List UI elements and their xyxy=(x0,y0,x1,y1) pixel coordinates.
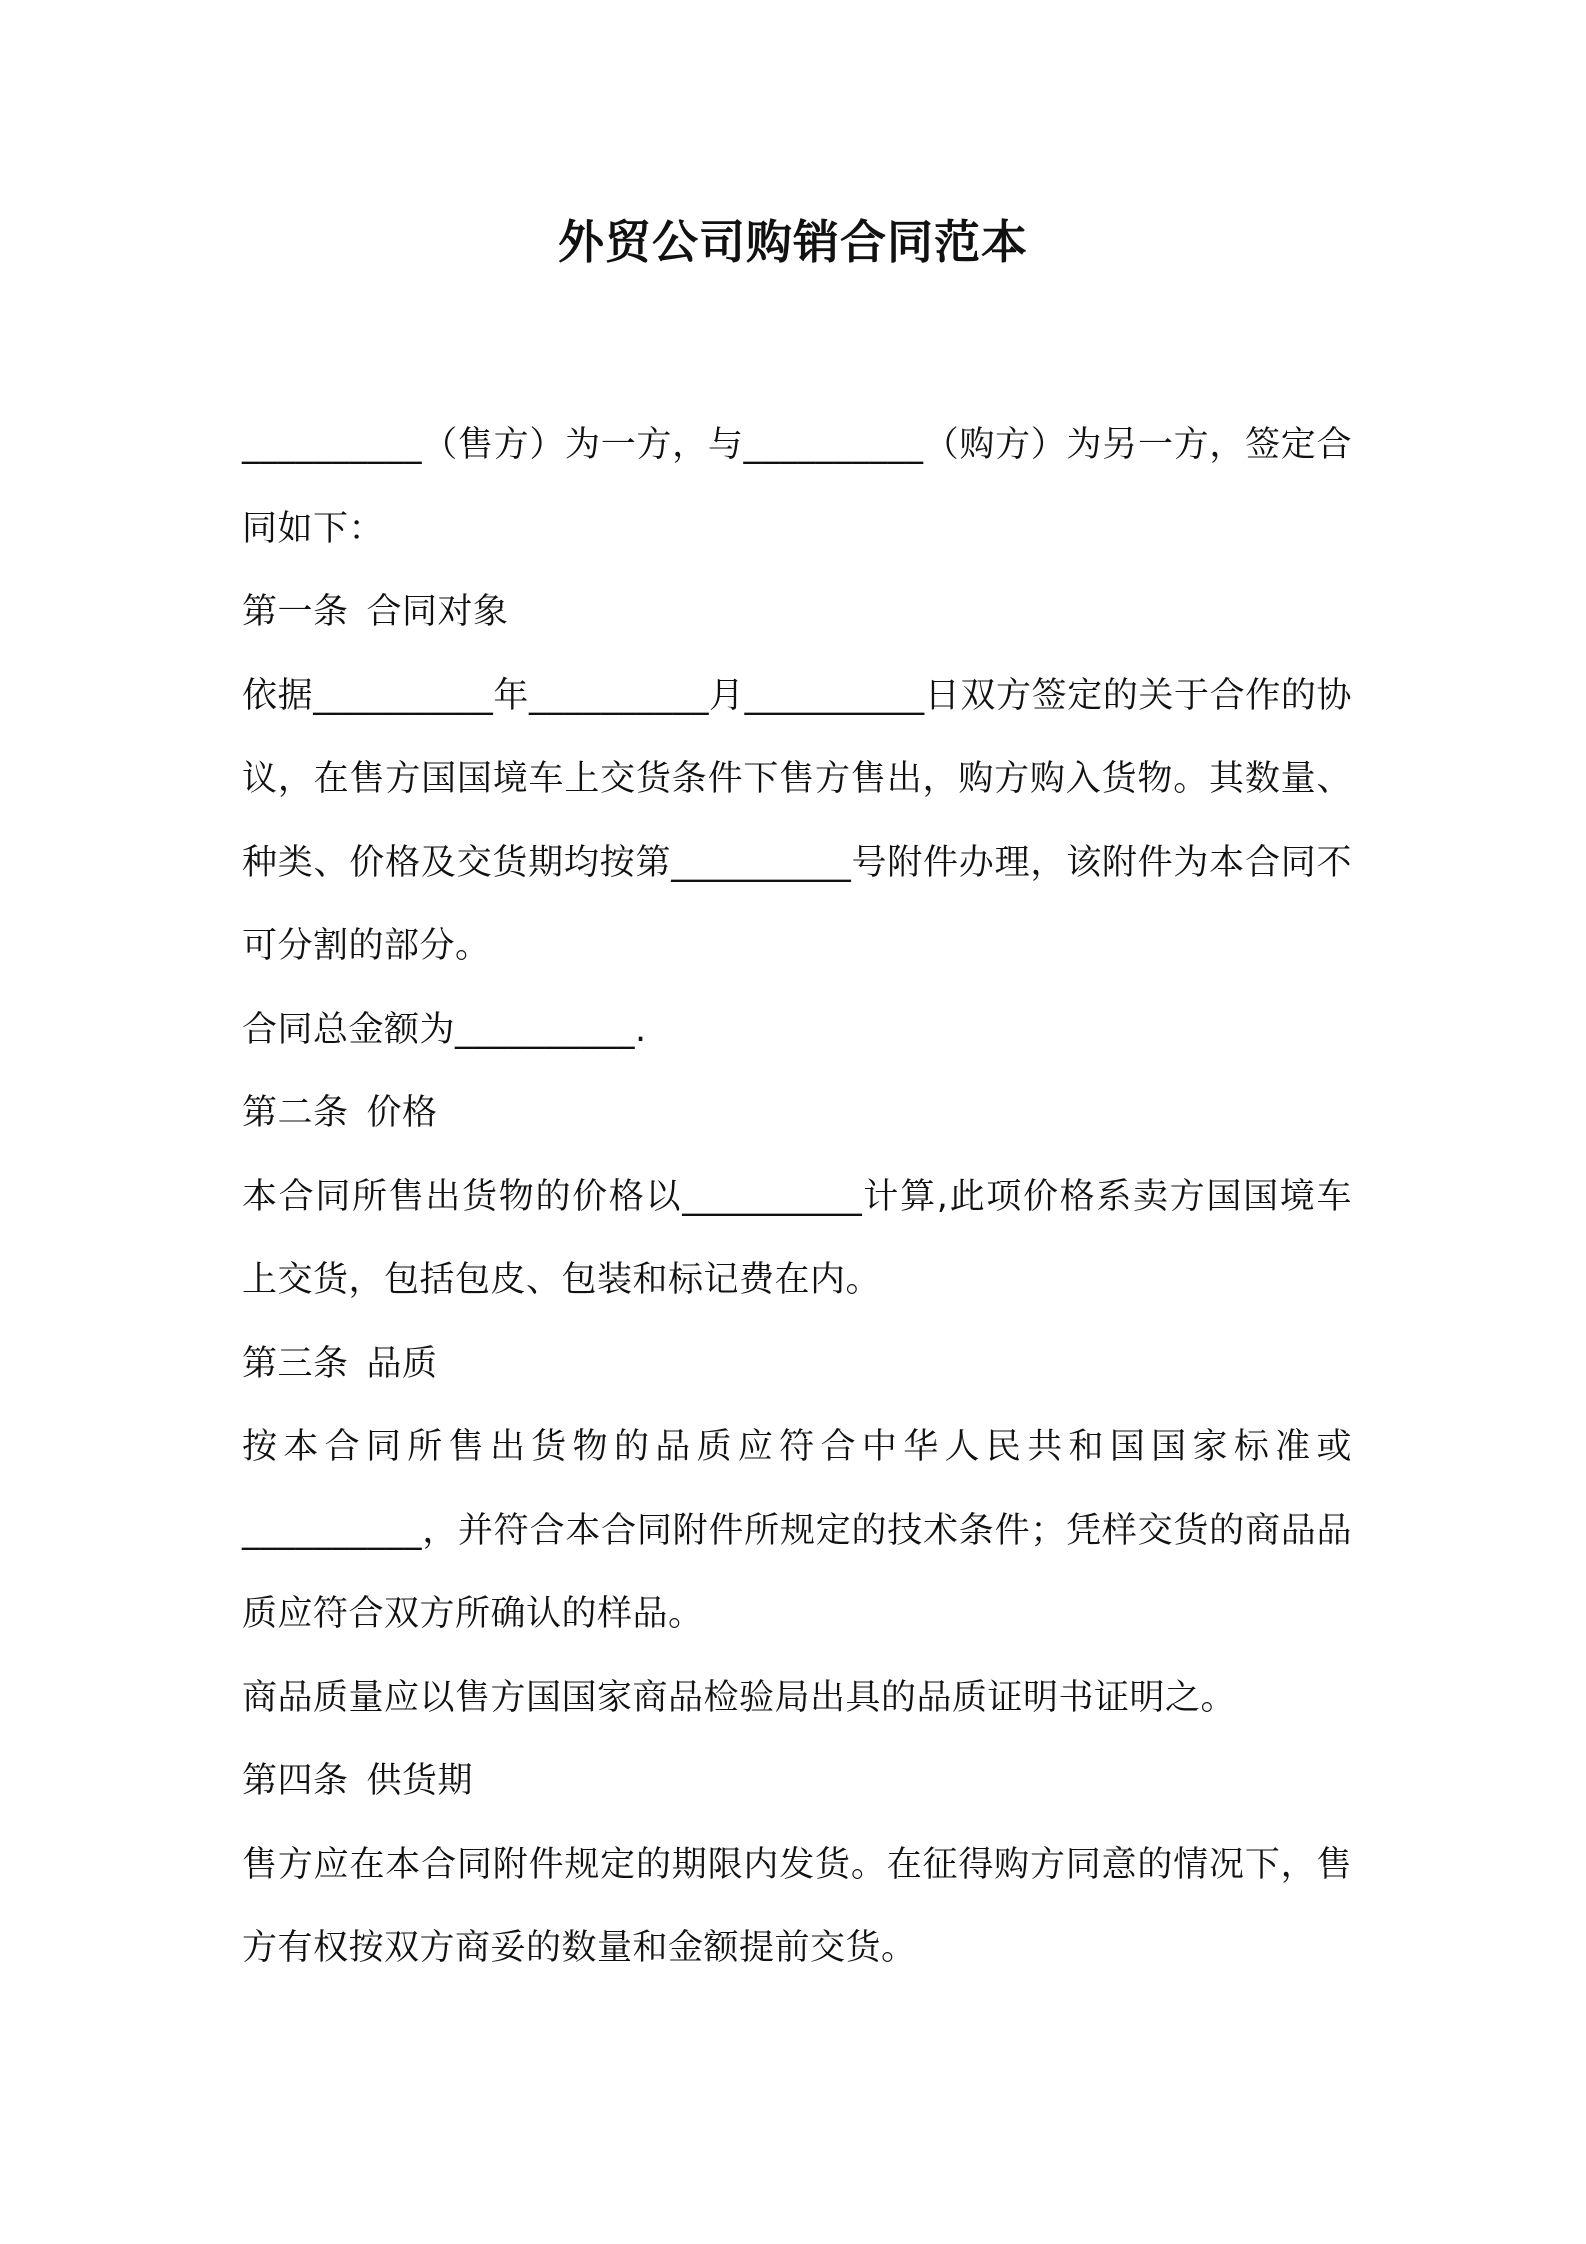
paragraph-price: 本合同所售出货物的价格以__________计算,此项价格系卖方国国境车上交货，包括包皮、包装和标记费在内。 xyxy=(242,1176,1352,1300)
article-heading-3 xyxy=(242,1323,1352,1407)
article-heading-4 xyxy=(242,1740,1352,1824)
document-title: 外贸公司购销合同范本 xyxy=(558,215,1028,269)
paragraph-quality-certificate: 商品质量应以售方国国家商品检验局出具的品质证明书证明之。 xyxy=(242,1677,1237,1718)
paragraph-contract-object: 依据__________年__________月__________日双方签定的关于合作的协议，在售方国国境车上交货条件下售方售出，购方购入货物。其数量、种类、价格及交货期均按第__________号附件办理，该附件为本合同不可分割的部分。 xyxy=(242,675,1352,966)
article-name: 品质 xyxy=(366,1343,438,1384)
article-number: 第二条 xyxy=(242,1093,349,1133)
article-name: 供货期 xyxy=(366,1761,474,1801)
paragraph-delivery-period: 售方应在本合同附件规定的期限内发货。在征得购方同意的情况下，售方有权按双方商妥的数量和金额提前交货。 xyxy=(242,1844,1352,1968)
article-number: 第三条 xyxy=(242,1343,349,1384)
article-heading-2 xyxy=(242,1072,1352,1156)
paragraph-total-amount: 合同总金额为__________. xyxy=(242,1009,647,1050)
article-number: 第一条 xyxy=(242,592,349,632)
paragraph-quality: 按本合同所售出货物的品质应符合中华人民共和国国家标准或__________，并符合本合同附件所规定的技术条件；凭样交货的商品品质应符合双方所确认的样品。 xyxy=(242,1427,1352,1634)
document-body xyxy=(242,404,1352,1991)
article-name: 合同对象 xyxy=(366,592,509,632)
article-number: 第四条 xyxy=(242,1761,349,1801)
paragraph-preamble: __________（售方）为一方，与__________（购方）为另一方，签定合同如下： xyxy=(242,425,1352,549)
article-heading-1 xyxy=(242,571,1352,655)
article-name: 价格 xyxy=(366,1093,438,1133)
